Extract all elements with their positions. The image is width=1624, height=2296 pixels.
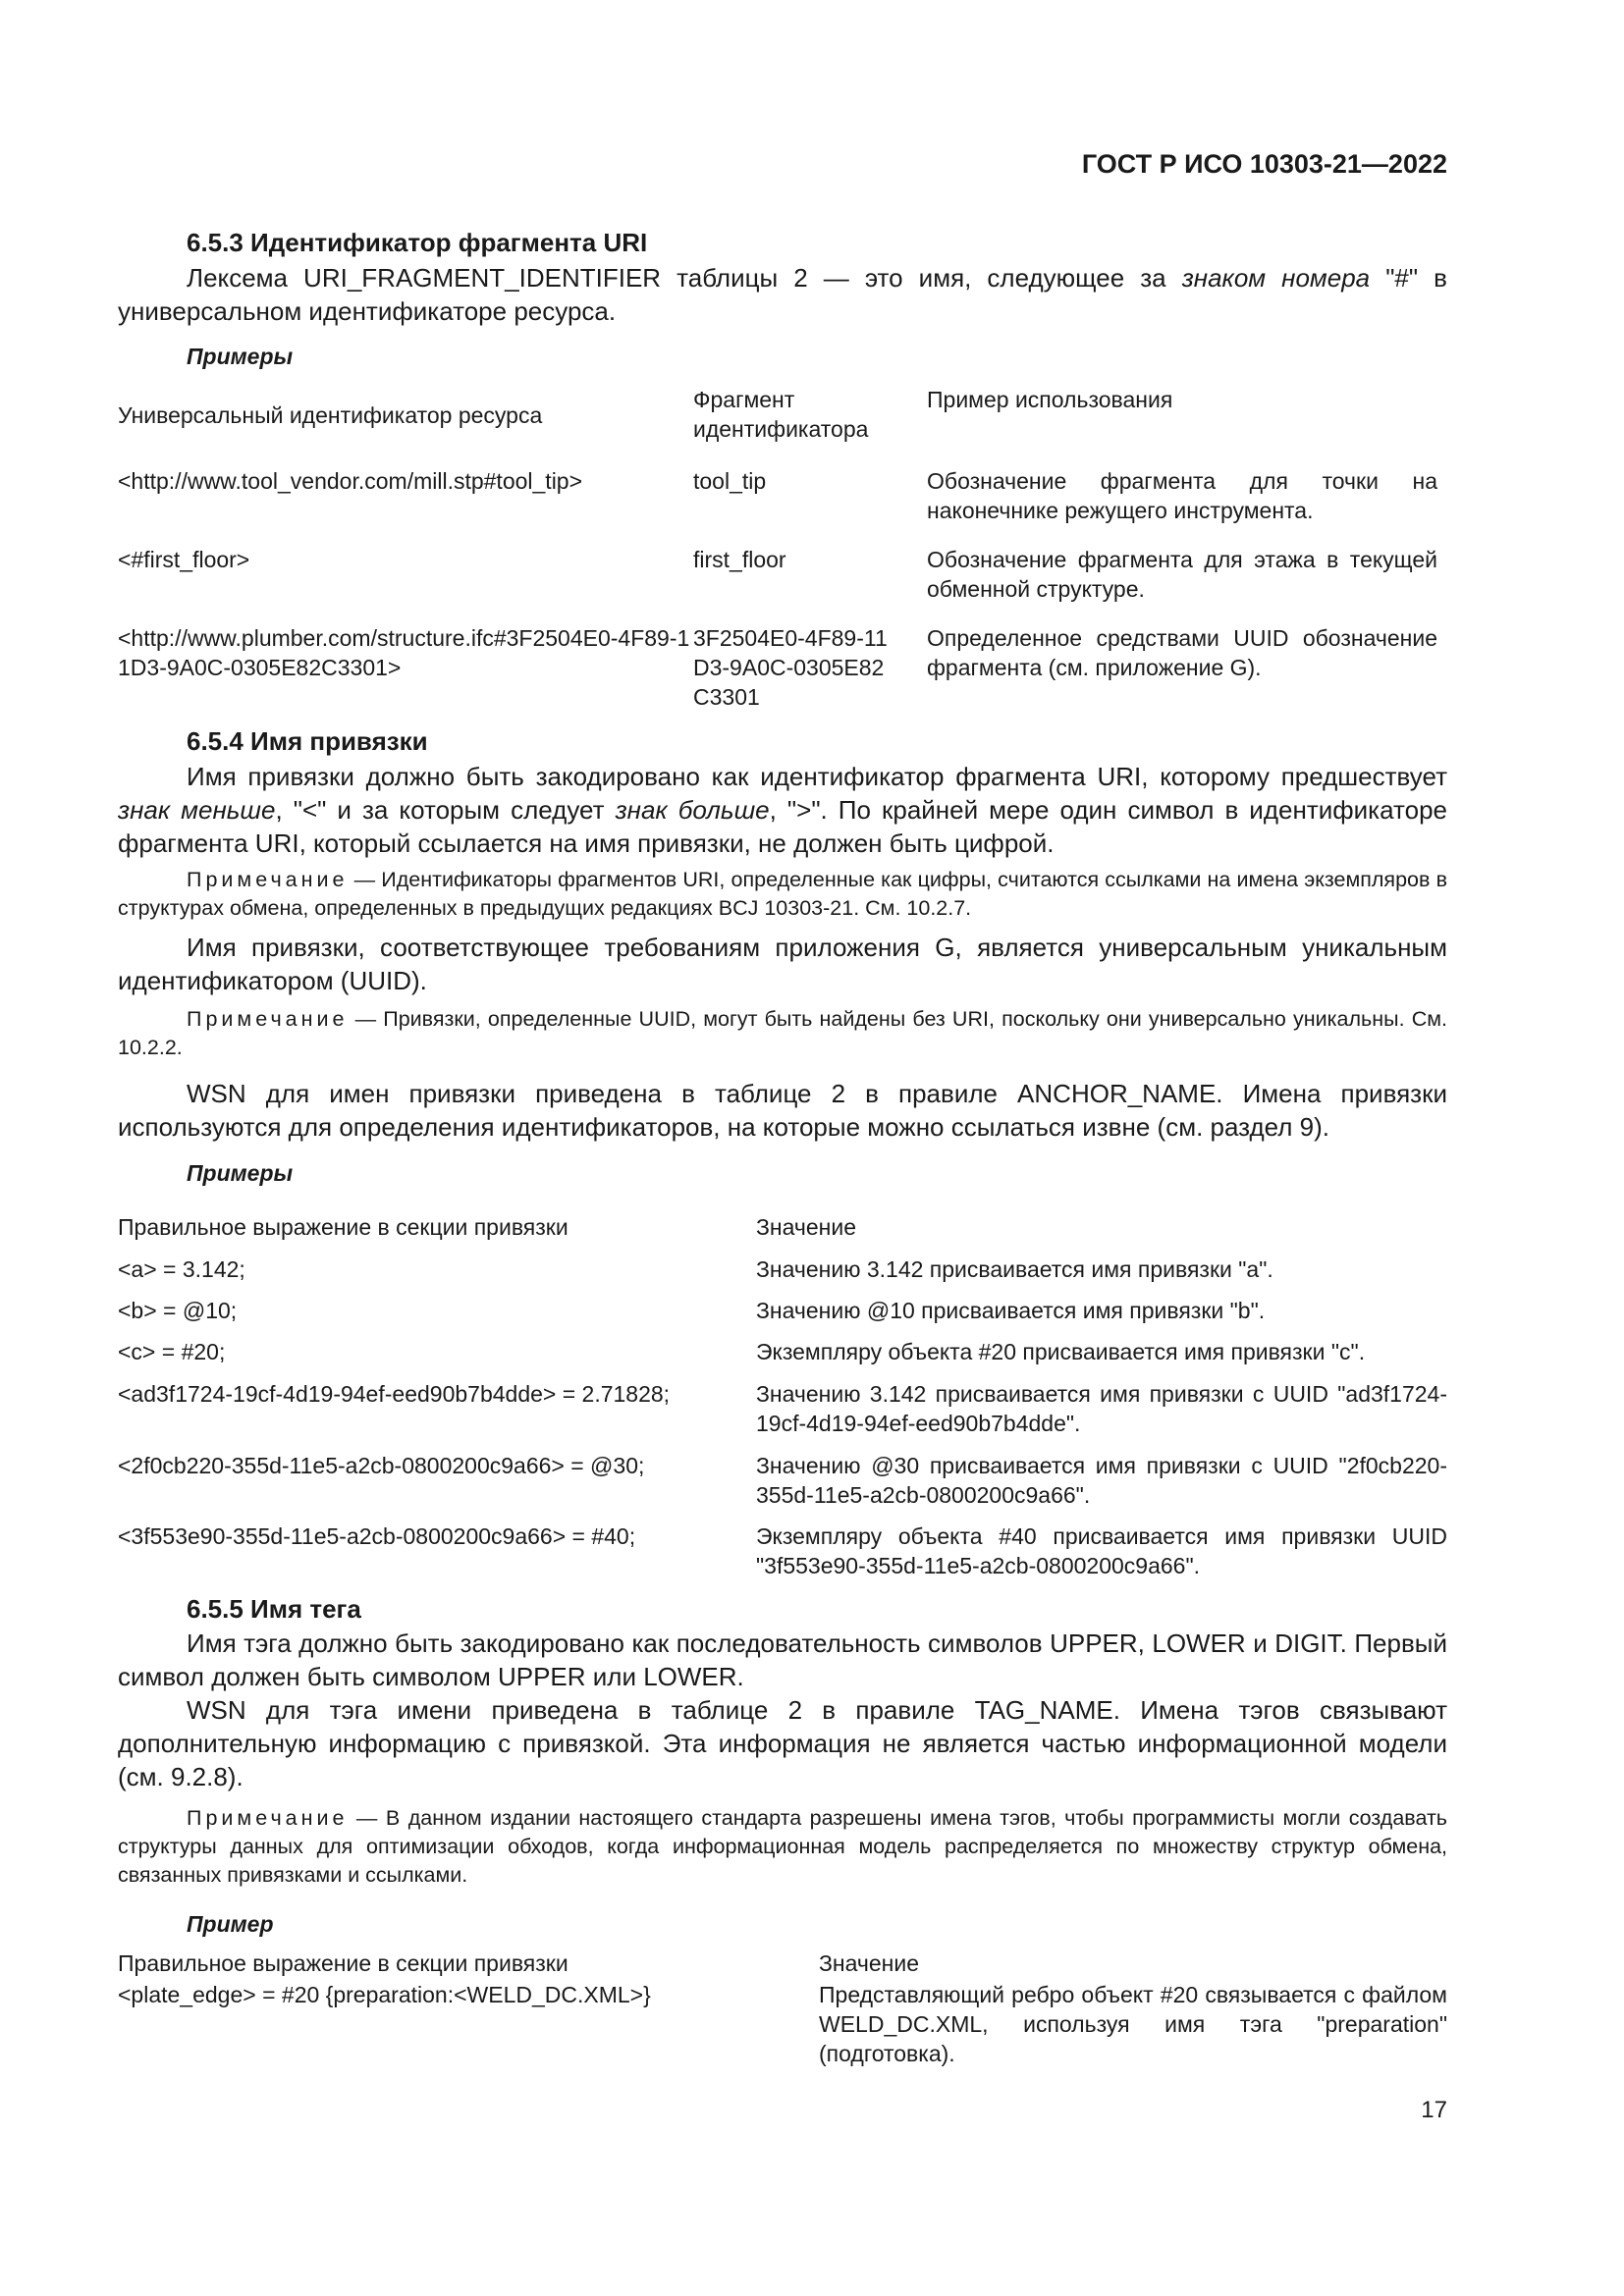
table-cell: <2f0cb220-355d-11e5-a2cb-0800200c9a66> = @30; <box>118 1453 645 1478</box>
section-6-5-3-paragraph <box>118 261 1447 328</box>
table-cell: <plate_edge> = #20 {preparation:<WELD_DC.XML>} <box>118 1982 651 2007</box>
table-header-cell: Значение <box>756 1214 856 1240</box>
table-cell: Значению 3.142 присваивается имя привязки с UUID "ad3f1724-19cf-4d19-94ef-eed90b7b4dde". <box>756 1381 1447 1436</box>
para-text: Лексема URI_FRAGMENT_IDENTIFIER таблицы 2 — это имя, следующее за <box>187 263 1182 293</box>
para-emphasis: знаком номера <box>1181 263 1371 293</box>
table-header-cell: Фрагмент идентификатора <box>693 387 869 442</box>
table-cell: <a> = 3.142; <box>118 1256 245 1282</box>
table-cell: Экземпляру объекта #40 присваивается имя привязки UUID "3f553e90-355d-11e5-a2cb-0800200c9a66". <box>756 1523 1447 1578</box>
table-cell: <ad3f1724-19cf-4d19-94ef-eed90b7b4dde> = 2.71828; <box>118 1381 671 1407</box>
note-text: — В данном издании настоящего стандарта разрешены имена тэгов, чтобы программисты могли создавать структуры данных для оптимизации обходов, когда информационная модель распределяется по множеству структур обмена, связанных привязками и ссылками. <box>118 1806 1447 1887</box>
table-cell: Обозначение фрагмента для этажа в текущей обменной структуре. <box>927 547 1437 602</box>
examples-label: Примеры <box>187 344 294 369</box>
para-emphasis: знак меньше <box>118 795 276 825</box>
note-1 <box>118 866 1447 923</box>
table-header-cell: Правильное выражение в секции привязки <box>118 1950 568 1976</box>
table-cell: <c> = #20; <box>118 1339 226 1364</box>
table-cell: Значению 3.142 присваивается имя привязки "a". <box>756 1256 1273 1282</box>
examples-label: Примеры <box>187 1160 294 1186</box>
section-heading-6-5-5: 6.5.5 Имя тега <box>187 1594 361 1624</box>
note-text: — Идентификаторы фрагментов URI, определенные как цифры, считаются ссылками на имена экземпляров в структурах обмена, определенных в предыдущих редакциях BCJ 10303-21. См. 10.2.7. <box>118 868 1447 920</box>
table-cell: first_floor <box>693 547 786 572</box>
table-cell: <#first_floor> <box>118 547 250 572</box>
note-2 <box>118 1005 1447 1062</box>
para-text: , "<" и за которым следует <box>275 795 616 825</box>
note-label: Примечание <box>187 1007 349 1031</box>
table-cell: Экземпляру объекта #20 присваивается имя привязки "c". <box>756 1339 1366 1364</box>
table-cell: <http://www.plumber.com/structure.ifc#3F2504E0-4F89-11D3-9A0C-0305E82C3301> <box>118 625 690 680</box>
section-heading-6-5-4: 6.5.4 Имя привязки <box>187 726 428 756</box>
para-text: , ">". По крайней мере один символ в идентификаторе фрагмента URI, который ссылается на имя привязки, не должен быть цифрой. <box>118 795 1447 858</box>
document-header-standard: ГОСТ Р ИСО 10303-21—2022 <box>1081 149 1447 179</box>
table-cell: Представляющий ребро объект #20 связывается с файлом WELD_DC.XML, используя имя тэга "preparation" (подготовка). <box>819 1982 1447 2066</box>
section-6-5-4-paragraph-2: Имя привязки, соответствующее требованиям приложения G, является универсальным уникальным идентификатором (UUID). <box>118 933 1447 995</box>
table-cell: Значению @10 присваивается имя привязки "b". <box>756 1298 1266 1323</box>
table-cell: <http://www.tool_vendor.com/mill.stp#tool_tip> <box>118 468 583 494</box>
table-header-cell: Значение <box>819 1950 919 1976</box>
table-header-cell: Пример использования <box>927 387 1173 412</box>
section-6-5-5-paragraph-2: WSN для тэга имени приведена в таблице 2 в правиле TAG_NAME. Имена тэгов связывают дополнительную информацию с привязкой. Эта информация не является частью информационной модели (см. 9.2.8). <box>118 1695 1447 1791</box>
note-label: Примечание <box>187 868 349 891</box>
table-cell: Определенное средствами UUID обозначение фрагмента (см. приложение G). <box>927 625 1437 680</box>
para-emphasis: знак больше <box>615 795 770 825</box>
table-cell: <3f553e90-355d-11e5-a2cb-0800200c9a66> = #40; <box>118 1523 636 1549</box>
section-6-5-5-paragraph-1: Имя тэга должно быть закодировано как последовательность символов UPPER, LOWER и DIGIT. Первый символ должен быть символом UPPER или LOWER. <box>118 1629 1447 1691</box>
note-text: — Привязки, определенные UUID, могут быть найдены без URI, поскольку они универсально уникальны. См. 10.2.2. <box>118 1007 1447 1059</box>
table-cell: Значению @30 присваивается имя привязки с UUID "2f0cb220-355d-11e5-a2cb-0800200c9a66". <box>756 1453 1447 1508</box>
example-label: Пример <box>187 1911 274 1937</box>
section-6-5-4-paragraph-3: WSN для имен привязки приведена в таблице 2 в правиле ANCHOR_NAME. Имена привязки используются для определения идентификаторов, на которые можно ссылаться извне (см. раздел 9). <box>118 1079 1447 1142</box>
table-cell: tool_tip <box>693 468 767 494</box>
table-header-cell: Правильное выражение в секции привязки <box>118 1214 568 1240</box>
table-cell: Обозначение фрагмента для точки на наконечнике режущего инструмента. <box>927 468 1437 523</box>
table-cell: <b> = @10; <box>118 1298 238 1323</box>
table-header-cell: Универсальный идентификатор ресурса <box>118 402 543 428</box>
section-6-5-4-paragraph-1 <box>118 760 1447 860</box>
para-text: "#" в универсальном идентификаторе ресурса. <box>118 263 1447 326</box>
table-cell: 3F2504E0-4F89-11D3-9A0C-0305E82C3301 <box>693 625 888 710</box>
note-label: Примечание <box>187 1806 349 1830</box>
para-text: Имя привязки должно быть закодировано как идентификатор фрагмента URI, которому предшествует <box>187 762 1447 791</box>
page-number: 17 <box>1421 2097 1447 2123</box>
note-3 <box>118 1804 1447 1890</box>
section-heading-6-5-3: 6.5.3 Идентификатор фрагмента URI <box>187 228 648 257</box>
